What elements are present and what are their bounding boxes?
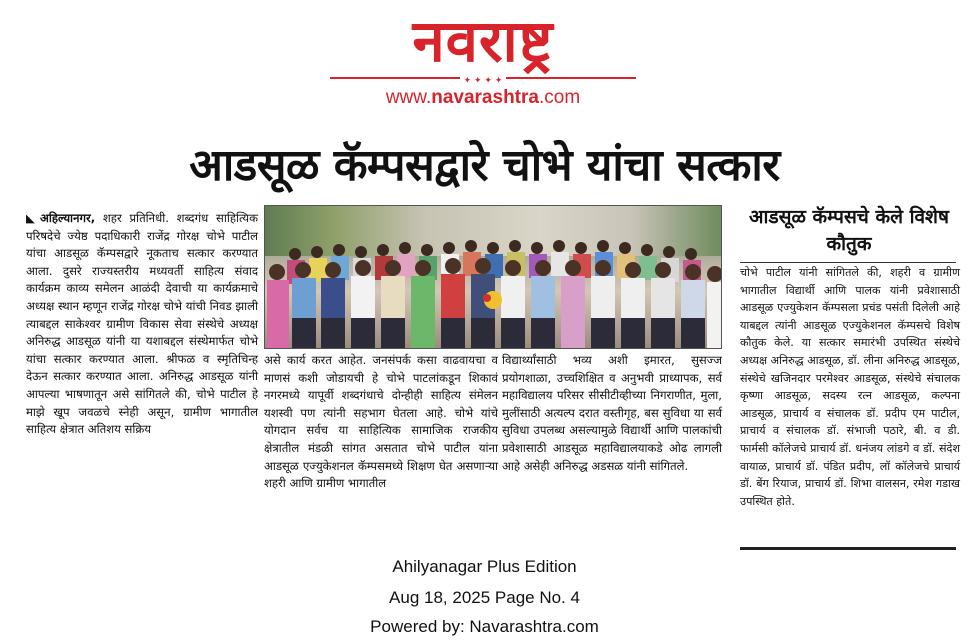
sidebox-bottom-rule: [740, 547, 956, 550]
stars-ornament: ✦ ✦ ✦ ✦: [460, 76, 507, 86]
url-suffix: .com: [538, 87, 581, 108]
logo-stars: [322, 76, 644, 86]
url-prefix: www.: [385, 87, 432, 108]
url-name: navarashtra: [431, 87, 539, 108]
column-1-text: शहर प्रतिनिधी. शब्दगंध साहित्यिक परिषदेचे ज्येष्ठ पदाधिकारी राजेंद्र गोरक्ष चोभे पाटील यांचा आडसूळ कॅम्पसद्वारे नूकताच सत्कार करण्यात आला. दुसरे राज्यस्तरीय मध्यवर्ती साहित्य संवाद कार्यक्रम काव्य समेलन आळंदी देवाची या कार्यक्रमाचे अध्यक्ष स्थान म्हणून राजेंद्र गोरक्ष चोभे यांची निवड झाली त्याबद्दल साकेश्वर ग्रामीण विकास सेवा संस्थेचे अध्यक्ष अनिरुद्ध आडसूळ यांनी या यशाबद्दल संस्थेमार्फत चोभे यांचा सत्कार करण्यात आला. श्रीफळ व स्मृतिचिन्ह देऊन सत्कार करण्यात आला. अनिरुद्ध आडसूळ यांनी आपल्या भाषणातून असे सांगितले की, चोभे पाटील हे माझे खूप जवळचे स्नेही असून, ग्रामीण भागातील साहित्य क्षेत्रात अतिशय सक्रिय: [26, 211, 258, 437]
event-photo: [264, 205, 722, 349]
article-column-1: [26, 210, 258, 556]
newspaper-logo[interactable]: [322, 6, 644, 106]
dateline: अहिल्यानगर,: [40, 211, 96, 225]
logo-url: [322, 86, 644, 110]
column-2-text: असे कार्य करत आहेत. जनसंपर्क कसा वाढवायचा व माणसं कशी जोडायची हे चोभे पाटलांकडून शिकावं नगरमध्ये यापूर्वी शब्दगंधाचे दोन्हीही साहित्य संमेलन यशस्वी पण त्यांनी सहभाग घेतला आहे. चोभे यांचे योगदान सर्वच या साहित्यिक सामाजिक राजकीय क्षेत्रातील मंडळी सांगत असतात चोभे पाटील यांना आडसूळ एज्युकेशनल कॅम्पसमध्ये शिक्षण घेत असणाऱ्या शहरी आणि ग्रामीण भागातील: [264, 353, 498, 491]
sidebox-title: आडसूळ कॅम्पसचे केले विशेष कौतुक: [749, 206, 949, 255]
edition-label: Ahilyanagar Plus Edition: [392, 557, 577, 576]
article-column-2: [264, 352, 498, 556]
article-column-3: [502, 352, 722, 556]
article-headline: आडसूळ कॅम्पसद्वारे चोभे यांचा सत्कार: [189, 140, 780, 191]
column-3-text: विद्यार्थ्यांसाठी भव्य अशी इमारत, सुसज्ज प्रयोगशाळा, उच्चशिक्षित व अनुभवी प्राध्यापक, सर्व महाविद्यालय परिसर सीसीटीव्हीच्या निगराणीत, मुला, मुलींसाठी अत्यल्प दरात वस्तीगृह, बस सुविधा या सर्व सुविधा उपलब्ध असल्यामुळे विद्यार्थी आणि पालकांची प्रवेशासाठी आडसूळ महाविद्यालयाकडे ओढ लागली आहे असेही अनिरुद्ध अडसळ यांनी सांगितले.: [502, 353, 722, 473]
date-page-label: Aug 18, 2025 Page No. 4: [389, 588, 580, 607]
sidebox-text: चोभे पाटील यांनी सांगितले की, शहरी व ग्रामीण भागातील विद्यार्थी आणि पालक यांनी प्रवेशासाठी आडसूळ एज्युकेशन कॅम्पसला प्रचंड पसंती दिलेली आहे याबद्दल त्यांनी आडसूळ एज्युकेशनल कॅम्पसचे विशेष कौतुक केले. या सत्कार समारंभी उपस्थित संस्थेचे अध्यक्ष अनिरुद्ध आडसूळ, डॉ. लीना अनिरुद्ध आडसूळ, संस्थेचे खजिनदार परमेश्वर आडसूळ, संस्थेचे संचालक कृष्णा आडसूळ, सदस्य रत्न आडसूळ, कल्पना आडसूळ, प्राचार्य व संचालक डॉ. प्रदीप एम पाटील, प्राचार्य व संचालक डॉ. संभाजी पठारे, बी. व डी. फार्मसी कॉलेजचे प्राचार्य डॉ. धनंजय लांडगे व डॉ. संदेश वायाळ, प्राचार्य डॉ. पंडित प्रदीप, लॉ कॉलेजचे प्राचार्य डॉ. बेंग रियाज, प्राचार्य डॉ. शिभा वालसन, रमेश गडाख उपस्थित होते.: [740, 266, 960, 508]
sidebox-divider: [740, 262, 956, 263]
masthead: [0, 0, 969, 112]
sidebox-body: [740, 264, 960, 550]
bullet-icon: ◣: [26, 211, 35, 225]
column-1-paragraph: [26, 210, 258, 439]
group-photo-illustration: [265, 206, 722, 349]
powered-by-label: Powered by: Navarashtra.com: [370, 617, 599, 636]
logo-title: नवराष्ट्र: [412, 7, 554, 75]
